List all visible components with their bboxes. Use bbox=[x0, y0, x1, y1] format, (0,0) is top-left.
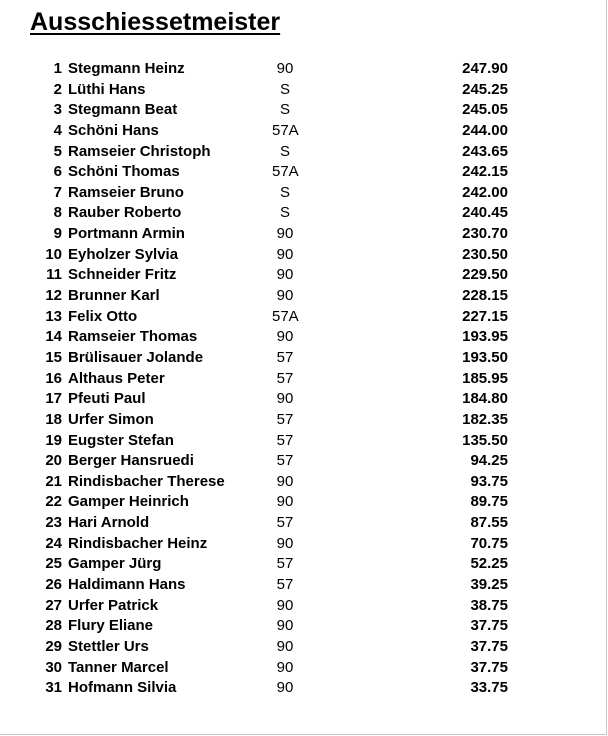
score-cell: 89.75 bbox=[470, 493, 508, 511]
list-item bbox=[0, 327, 600, 348]
list-item bbox=[0, 492, 600, 513]
rank-cell: 14 bbox=[45, 328, 62, 346]
name-cell: Hari Arnold bbox=[68, 514, 150, 532]
name-cell: Schneider Fritz bbox=[68, 266, 177, 284]
category-cell: 57 bbox=[276, 410, 294, 428]
name-cell: Rindisbacher Heinz bbox=[68, 534, 208, 552]
rank-cell: 31 bbox=[45, 679, 62, 697]
list-item bbox=[0, 224, 600, 245]
score-cell: 87.55 bbox=[470, 514, 508, 532]
rank-cell: 8 bbox=[53, 204, 62, 222]
category-cell: 90 bbox=[276, 245, 294, 263]
name-cell: Stegmann Beat bbox=[68, 101, 178, 119]
category-cell: 90 bbox=[276, 596, 294, 614]
category-cell: 57 bbox=[276, 514, 294, 532]
score-cell: 39.25 bbox=[470, 576, 508, 594]
category-cell: 90 bbox=[276, 328, 294, 346]
list-item bbox=[0, 80, 600, 101]
score-cell: 37.75 bbox=[470, 658, 508, 676]
name-cell: Stettler Urs bbox=[68, 637, 149, 655]
name-cell: Portmann Armin bbox=[68, 225, 185, 243]
list-item bbox=[0, 575, 600, 596]
score-cell: 245.05 bbox=[462, 101, 508, 119]
score-cell: 193.50 bbox=[462, 348, 508, 366]
category-cell: 90 bbox=[276, 534, 294, 552]
list-item bbox=[0, 265, 600, 286]
category-cell: S bbox=[279, 101, 290, 119]
rank-cell: 4 bbox=[53, 121, 62, 139]
category-cell: 90 bbox=[276, 225, 294, 243]
rank-cell: 27 bbox=[45, 596, 62, 614]
list-item bbox=[0, 658, 600, 679]
score-cell: 243.65 bbox=[462, 142, 508, 160]
score-cell: 37.75 bbox=[470, 617, 508, 635]
rank-cell: 3 bbox=[53, 101, 62, 119]
list-item bbox=[0, 410, 600, 431]
name-cell: Schöni Thomas bbox=[68, 163, 180, 181]
list-item bbox=[0, 203, 600, 224]
rank-cell: 12 bbox=[45, 287, 62, 305]
list-item bbox=[0, 472, 600, 493]
category-cell: 90 bbox=[276, 390, 294, 408]
list-item bbox=[0, 389, 600, 410]
name-cell: Rauber Roberto bbox=[68, 204, 182, 222]
score-cell: 193.95 bbox=[462, 328, 508, 346]
list-item bbox=[0, 678, 600, 699]
rank-cell: 6 bbox=[53, 163, 62, 181]
rank-cell: 16 bbox=[45, 369, 62, 387]
category-cell: 90 bbox=[276, 637, 294, 655]
score-cell: 93.75 bbox=[470, 472, 508, 490]
list-item bbox=[0, 245, 600, 266]
category-cell: 57 bbox=[276, 431, 294, 449]
list-item bbox=[0, 513, 600, 534]
name-cell: Tanner Marcel bbox=[68, 658, 169, 676]
category-cell: 90 bbox=[276, 493, 294, 511]
score-cell: 33.75 bbox=[470, 679, 508, 697]
list-item bbox=[0, 348, 600, 369]
name-cell: Felix Otto bbox=[68, 307, 138, 325]
results-list bbox=[0, 59, 600, 699]
list-item bbox=[0, 369, 600, 390]
list-item bbox=[0, 534, 600, 555]
rank-cell: 7 bbox=[53, 183, 62, 201]
category-cell: S bbox=[279, 204, 290, 222]
name-cell: Eugster Stefan bbox=[68, 431, 174, 449]
rank-cell: 13 bbox=[45, 307, 62, 325]
rank-cell: 10 bbox=[45, 245, 62, 263]
score-cell: 230.70 bbox=[462, 225, 508, 243]
name-cell: Berger Hansruedi bbox=[68, 452, 194, 470]
rank-cell: 11 bbox=[46, 266, 62, 284]
score-cell: 184.80 bbox=[462, 390, 508, 408]
name-cell: Gamper Jürg bbox=[68, 555, 162, 573]
list-item bbox=[0, 142, 600, 163]
rank-cell: 29 bbox=[45, 637, 62, 655]
name-cell: Lüthi Hans bbox=[68, 80, 146, 98]
list-item bbox=[0, 59, 600, 80]
name-cell: Flury Eliane bbox=[68, 617, 154, 635]
list-item bbox=[0, 307, 600, 328]
name-cell: Schöni Hans bbox=[68, 121, 159, 139]
category-cell: 57 bbox=[276, 369, 294, 387]
score-cell: 52.25 bbox=[470, 555, 508, 573]
category-cell: 90 bbox=[276, 60, 294, 77]
category-cell: 57A bbox=[272, 121, 299, 139]
category-cell: 57 bbox=[276, 555, 294, 573]
name-cell: Eyholzer Sylvia bbox=[68, 245, 179, 263]
score-cell: 229.50 bbox=[462, 266, 508, 284]
name-cell: Rindisbacher Therese bbox=[68, 472, 225, 490]
category-cell: S bbox=[279, 80, 290, 98]
name-cell: Stegmann Heinz bbox=[68, 60, 185, 77]
score-cell: 37.75 bbox=[470, 637, 508, 655]
rank-cell: 24 bbox=[45, 534, 62, 552]
list-item bbox=[0, 451, 600, 472]
score-cell: 135.50 bbox=[462, 431, 508, 449]
category-cell: 90 bbox=[276, 658, 294, 676]
score-cell: 182.35 bbox=[462, 410, 508, 428]
name-cell: Gamper Heinrich bbox=[68, 493, 189, 511]
score-cell: 70.75 bbox=[470, 534, 508, 552]
page-title: Ausschiessetmeister bbox=[30, 8, 281, 36]
score-cell: 240.45 bbox=[462, 204, 508, 222]
list-item bbox=[0, 431, 600, 452]
category-cell: 57 bbox=[276, 348, 294, 366]
category-cell: 57A bbox=[272, 163, 299, 181]
category-cell: 90 bbox=[276, 679, 294, 697]
rank-cell: 18 bbox=[45, 410, 62, 428]
list-item bbox=[0, 183, 600, 204]
rank-cell: 23 bbox=[45, 514, 62, 532]
rank-cell: 17 bbox=[45, 390, 62, 408]
name-cell: Ramseier Christoph bbox=[68, 142, 211, 160]
rank-cell: 22 bbox=[45, 493, 62, 511]
score-cell: 94.25 bbox=[470, 452, 508, 470]
category-cell: 90 bbox=[276, 472, 294, 490]
score-cell: 247.90 bbox=[462, 60, 508, 77]
score-cell: 242.15 bbox=[462, 163, 508, 181]
list-item bbox=[0, 162, 600, 183]
list-item bbox=[0, 100, 600, 121]
name-cell: Haldimann Hans bbox=[68, 576, 186, 594]
category-cell: 57 bbox=[276, 452, 294, 470]
category-cell: 90 bbox=[276, 266, 294, 284]
score-cell: 227.15 bbox=[462, 307, 508, 325]
list-item bbox=[0, 637, 600, 658]
rank-cell: 30 bbox=[45, 658, 62, 676]
category-cell: 57A bbox=[272, 307, 299, 325]
rank-cell: 9 bbox=[53, 225, 62, 243]
score-cell: 244.00 bbox=[462, 121, 508, 139]
score-cell: 245.25 bbox=[462, 80, 508, 98]
score-cell: 38.75 bbox=[470, 596, 508, 614]
name-cell: Brülisauer Jolande bbox=[68, 348, 204, 366]
name-cell: Ramseier Bruno bbox=[68, 183, 184, 201]
rank-cell: 15 bbox=[45, 348, 62, 366]
name-cell: Brunner Karl bbox=[68, 287, 160, 305]
category-cell: 90 bbox=[276, 617, 294, 635]
score-cell: 242.00 bbox=[462, 183, 508, 201]
name-cell: Urfer Simon bbox=[68, 410, 154, 428]
rank-cell: 26 bbox=[45, 576, 62, 594]
rank-cell: 2 bbox=[53, 80, 62, 98]
list-item bbox=[0, 596, 600, 617]
category-cell: S bbox=[279, 142, 290, 160]
list-item bbox=[0, 121, 600, 142]
list-item bbox=[0, 616, 600, 637]
score-cell: 185.95 bbox=[462, 369, 508, 387]
name-cell: Hofmann Silvia bbox=[68, 679, 177, 697]
category-cell: S bbox=[279, 183, 290, 201]
rank-cell: 28 bbox=[45, 617, 62, 635]
rank-cell: 21 bbox=[45, 472, 62, 490]
score-cell: 230.50 bbox=[462, 245, 508, 263]
score-cell: 228.15 bbox=[462, 287, 508, 305]
rank-cell: 25 bbox=[45, 555, 62, 573]
category-cell: 90 bbox=[276, 287, 294, 305]
list-item bbox=[0, 554, 600, 575]
rank-cell: 20 bbox=[45, 452, 62, 470]
name-cell: Ramseier Thomas bbox=[68, 328, 198, 346]
rank-cell: 19 bbox=[45, 431, 62, 449]
name-cell: Urfer Patrick bbox=[68, 596, 159, 614]
name-cell: Pfeuti Paul bbox=[68, 390, 146, 408]
name-cell: Althaus Peter bbox=[68, 369, 165, 387]
rank-cell: 1 bbox=[53, 60, 62, 77]
rank-cell: 5 bbox=[53, 142, 62, 160]
list-item bbox=[0, 286, 600, 307]
category-cell: 57 bbox=[276, 576, 294, 594]
